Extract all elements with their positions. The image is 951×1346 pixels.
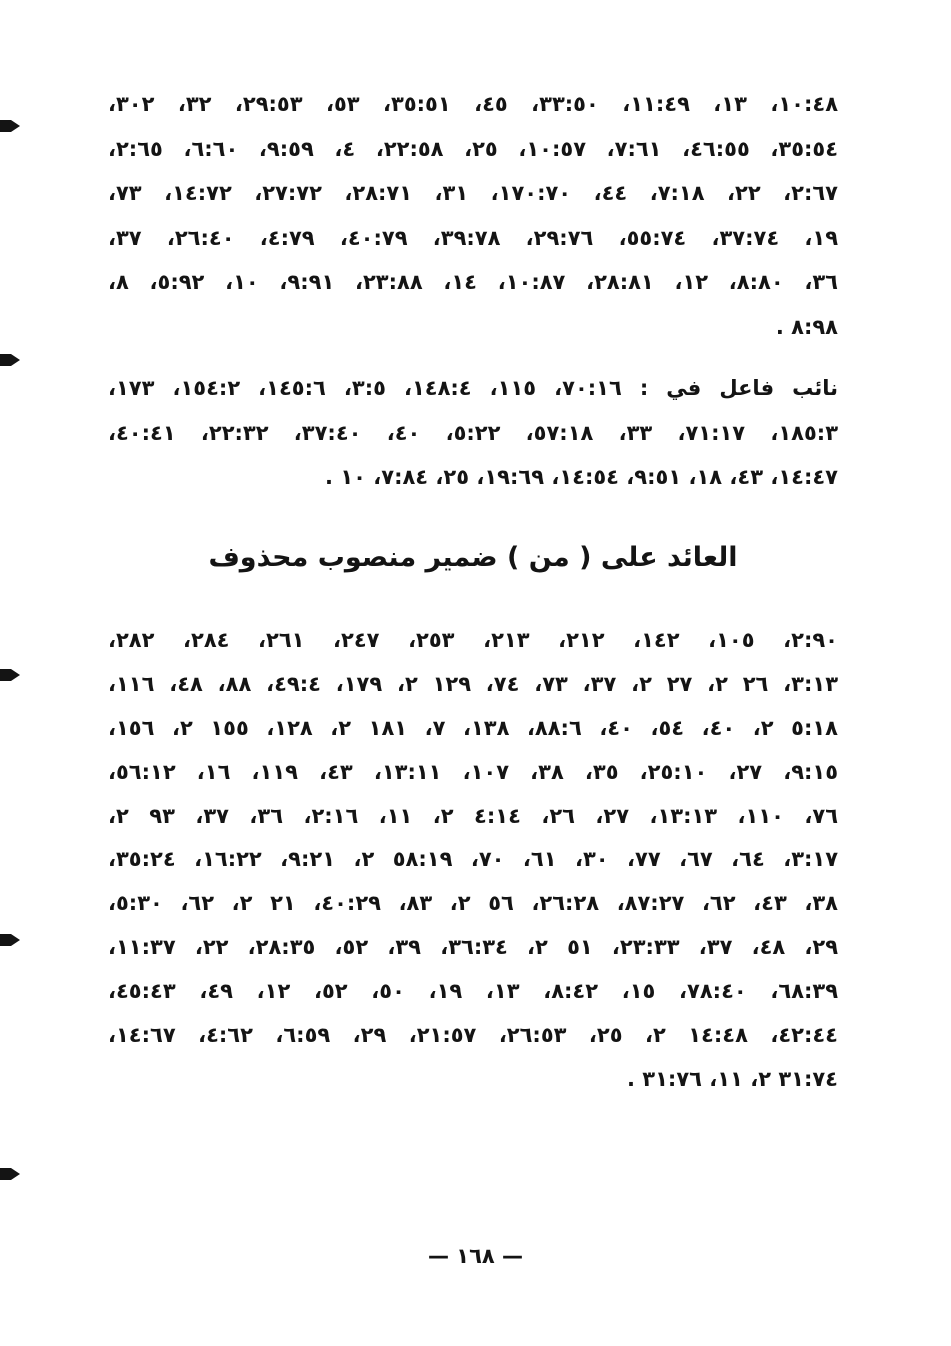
page-number: — ١٦٨ — xyxy=(427,1244,524,1268)
text-line: ٨:٩٨ . xyxy=(775,314,838,339)
text-line: ٢:٦٧، ٢٢، ٧:١٨، ٤٤، ١٧٠:٧٠، ٣١، ٢٨:٧١، ٢٧:٧٢، ١٤:٧٢، ٧٣، xyxy=(108,181,838,206)
section-heading: العائد على ( من ) ضمير منصوب محذوف xyxy=(208,542,738,573)
text-line: ٥:١٨ ٢، ٤٠، ٥٤، ٤٠، ٨٨:٦، ١٣٨، ٧، ١٨١ ٢، ١٢٨، ١٥٥ ٢، ١٥٦، xyxy=(108,715,838,740)
binding-mark xyxy=(0,934,20,946)
text-line: ٢:٩٠، ١٠٥، ١٤٢، ٢١٢، ٢١٣، ٢٥٣، ٢٤٧، ٢٦١، ٢٨٤، ٢٨٢، xyxy=(108,628,838,652)
text-line: ١٩، ٣٧:٧٤، ٥٥:٧٤، ٢٩:٧٦، ٣٩:٧٨، ٤٠:٧٩، ٤:٧٩، ٢٦:٤٠، ٣٧، xyxy=(108,225,838,250)
text-line: ٣٥:٥٤، ٤٦:٥٥، ٧:٦١، ١٠:٥٧، ٢٥، ٢٢:٥٨، ٤، ٩:٥٩، ٦:٦٠، ٢:٦٥، xyxy=(108,136,838,161)
binding-mark xyxy=(0,354,20,366)
index-entries-block-3 xyxy=(108,619,838,1102)
text-line: ٣٨، ٤٣، ٦٢، ٨٧:٢٧، ٢٦:٢٨، ٥٦ ٢، ٨٣، ٤٠:٢٩، ٢١ ٢، ٦٢، ٥:٣٠، xyxy=(108,891,838,916)
text-line: ٧٦، ١١٠، ١٣:١٣، ٢٧، ٢٦، ٤:١٤ ٢، ١١، ٢:١٦، ٣٦، ٣٧، ٩٣ ٢، xyxy=(108,803,838,828)
text-line: ٣٦، ٨:٨٠، ١٢، ٢٨:٨١، ١٠:٨٧، ١٤، ٢٣:٨٨، ٩:٩١، ١٠، ٥:٩٢، ٨، xyxy=(108,270,838,295)
text-line: ١٤:٤٧، ٤٣، ١٨، ٩:٥١، ١٤:٥٤، ١٩:٦٩، ٢٥، ٧:٨٤، ١٠ . xyxy=(325,465,838,490)
binding-mark xyxy=(0,1168,20,1180)
text-line: نائب فاعل في : ٧٠:١٦، ١١٥، ١٤٨:٤، ٣:٥، ١٤٥:٦، ١٥٤:٢، ١٧٣، xyxy=(108,376,838,400)
text-line: ٣١:٧٤ ٢، ١١، ٣١:٧٦ . xyxy=(626,1066,838,1091)
text-line: ١٨٥:٣، ٧١:١٧، ٣٣، ٥٧:١٨، ٥:٢٢، ٤٠، ٣٧:٤٠، ٢٢:٣٢، ٤٠:٤١، xyxy=(108,420,838,445)
binding-mark xyxy=(0,669,20,681)
text-line: ٣:١٣، ٢٦ ٢، ٢٧ ٢، ٣٧، ٧٣، ٧٤، ١٢٩ ٢، ١٧٩، ٤٩:٤، ٨٨، ٤٨، ١١٦، xyxy=(108,671,838,696)
text-line: ٩:١٥، ٢٧، ٢٥:١٠، ٣٥، ٣٨، ١٠٧، ١٣:١١، ٤٣، ١١٩، ١٦، ٥٦:١٢، xyxy=(108,759,838,784)
text-line: ١٠:٤٨، ١٣، ١١:٤٩، ٣٣:٥٠، ٤٥، ٣٥:٥١، ٥٣، ٢٩:٥٣، ٣٢، ٣٠٢، xyxy=(108,92,838,116)
text-line: ٢٩، ٤٨، ٣٧، ٢٣:٣٣، ٥١ ٢، ٣٦:٣٤، ٣٩، ٥٢، ٢٨:٣٥، ٢٢، ١١:٣٧، xyxy=(108,935,838,960)
text-line: ٤٢:٤٤، ١٤:٤٨ ٢، ٢٥، ٢٦:٥٣، ٢١:٥٧، ٢٩، ٦:٥٩، ٤:٦٢، ١٤:٦٧، xyxy=(108,1023,838,1048)
index-entries-block-1 xyxy=(108,82,838,350)
text-line: ٦٨:٣٩، ٧٨:٤٠، ١٥، ٨:٤٢، ١٣، ١٩، ٥٠، ٥٢، ١٢، ٤٩، ٤٥:٤٣، xyxy=(108,979,838,1004)
binding-mark xyxy=(0,120,20,132)
text-line: ٣:١٧، ٦٤، ٦٧، ٧٧، ٣٠، ٦١، ٧٠، ٥٨:١٩ ٢، ٩:٢١، ١٦:٢٢، ٣٥:٢٤، xyxy=(108,847,838,872)
index-entries-block-2 xyxy=(108,366,838,500)
